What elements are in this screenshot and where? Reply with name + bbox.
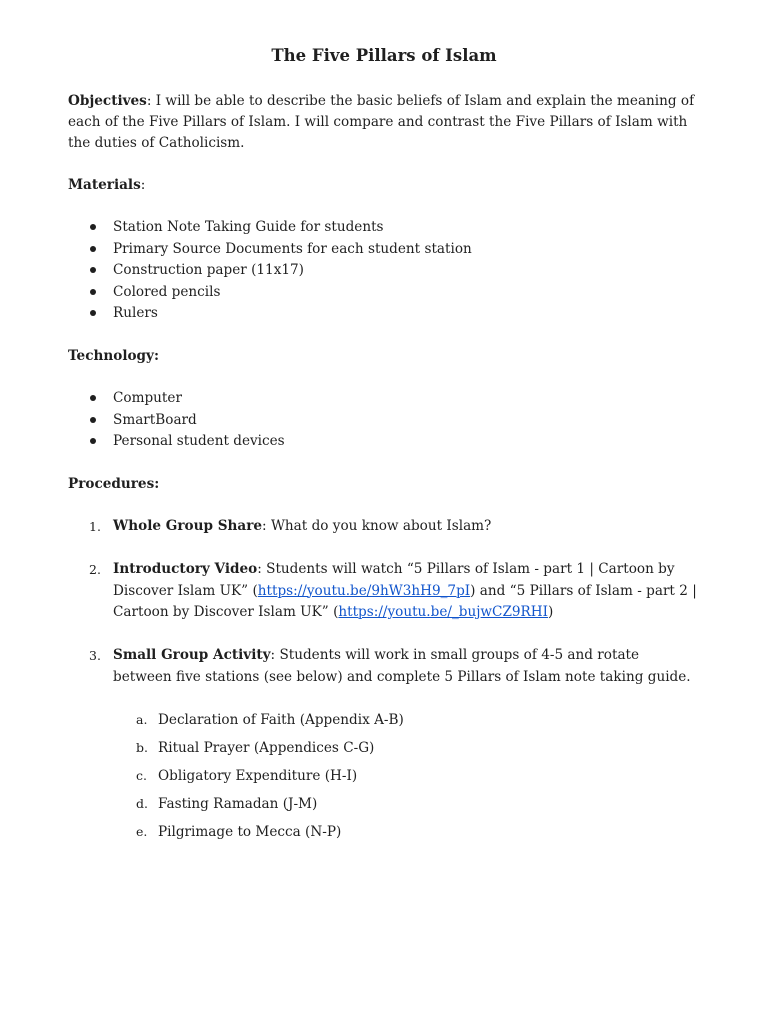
step-text: ) and “5 Pillars of Islam - part 2 | Cartoon by Discover Islam UK” (: [113, 582, 697, 620]
bullet-icon: [90, 289, 96, 295]
step-label: Whole Group Share: [113, 518, 263, 534]
list-item: [68, 410, 285, 432]
station-text: Ritual Prayer (Appendices C-G): [158, 740, 375, 756]
bullet-icon: [90, 246, 96, 252]
list-item: [68, 388, 285, 410]
technology-list: [68, 388, 285, 453]
list-item-text: Station Note Taking Guide for students: [113, 219, 384, 235]
materials-list: [68, 217, 472, 325]
list-item-text: Primary Source Documents for each student station: [113, 240, 472, 257]
step-text: ): [548, 604, 554, 620]
list-item-text: Construction paper (11x17): [113, 262, 304, 278]
station-letter: b.: [136, 740, 148, 755]
technology-label: Technology:: [68, 348, 159, 364]
step-label: Introductory Video: [113, 561, 258, 577]
station-text: Fasting Ramadan (J-M): [158, 796, 318, 812]
list-item: [68, 303, 472, 325]
bullet-icon: [90, 267, 96, 273]
list-item-text: Computer: [113, 390, 182, 406]
station-text: Obligatory Expenditure (H-I): [158, 768, 358, 784]
bullet-icon: [90, 438, 96, 444]
list-item: [68, 239, 472, 261]
step-number: 3.: [89, 648, 101, 663]
procedure-step-1: [68, 516, 698, 538]
procedures-label: Procedures:: [68, 476, 160, 492]
list-item: [68, 762, 404, 790]
step-number: 1.: [89, 519, 101, 534]
step-text: : What do you know about Islam?: [262, 518, 492, 534]
list-item: [68, 790, 404, 818]
station-text: Declaration of Faith (Appendix A-B): [158, 712, 404, 728]
station-letter: d.: [136, 796, 148, 811]
list-item: [68, 282, 472, 304]
list-item-text: Personal student devices: [113, 433, 285, 449]
list-item: [68, 706, 404, 734]
bullet-icon: [90, 417, 96, 423]
objectives-paragraph: [68, 91, 698, 154]
procedure-step-2: [68, 559, 698, 624]
station-letter: e.: [136, 824, 148, 839]
procedure-step-3: [68, 645, 698, 688]
list-item: [68, 260, 472, 282]
station-letter: c.: [136, 768, 147, 783]
objectives-text: : I will be able to describe the basic beliefs of Islam and explain the meaning of each of the Five Pillars of Islam. I will compare and contrast the Five Pillars of Islam with the duties of Catholicism.: [68, 93, 695, 151]
station-letter: a.: [136, 712, 148, 727]
step-text: : Students will work in small groups of 4-5 and rotate between five stations (see below) and complete 5 Pillars of Islam note taking guide.: [113, 647, 691, 685]
bullet-icon: [90, 224, 96, 230]
procedures-heading: [68, 474, 698, 495]
list-item-text: Rulers: [113, 305, 158, 321]
video-link-part-1[interactable]: https://youtu.be/9hW3hH9_7pI: [257, 582, 471, 599]
list-item: [68, 734, 404, 762]
step-text: : Students will watch “5 Pillars of Islam - part 1 | Cartoon by Discover Islam UK” (: [113, 561, 675, 599]
list-item: [68, 818, 404, 846]
step-label: Small Group Activity: [113, 647, 271, 663]
materials-label: Materials: [68, 177, 141, 193]
bullet-icon: [90, 310, 96, 316]
materials-colon: :: [140, 177, 146, 193]
list-item: [68, 217, 472, 239]
station-text: Pilgrimage to Mecca (N-P): [158, 824, 342, 840]
technology-heading: [68, 346, 698, 367]
video-link-part-2[interactable]: https://youtu.be/_bujwCZ9RHI: [338, 604, 549, 620]
stations-list: [68, 706, 404, 846]
page-title: The Five Pillars of Islam: [271, 46, 497, 65]
objectives-label: Objectives: [68, 93, 147, 109]
list-item-text: SmartBoard: [113, 411, 197, 428]
step-number: 2.: [89, 562, 101, 577]
bullet-icon: [90, 395, 96, 401]
list-item: [68, 431, 285, 453]
materials-heading: [68, 175, 698, 196]
list-item-text: Colored pencils: [113, 283, 221, 300]
